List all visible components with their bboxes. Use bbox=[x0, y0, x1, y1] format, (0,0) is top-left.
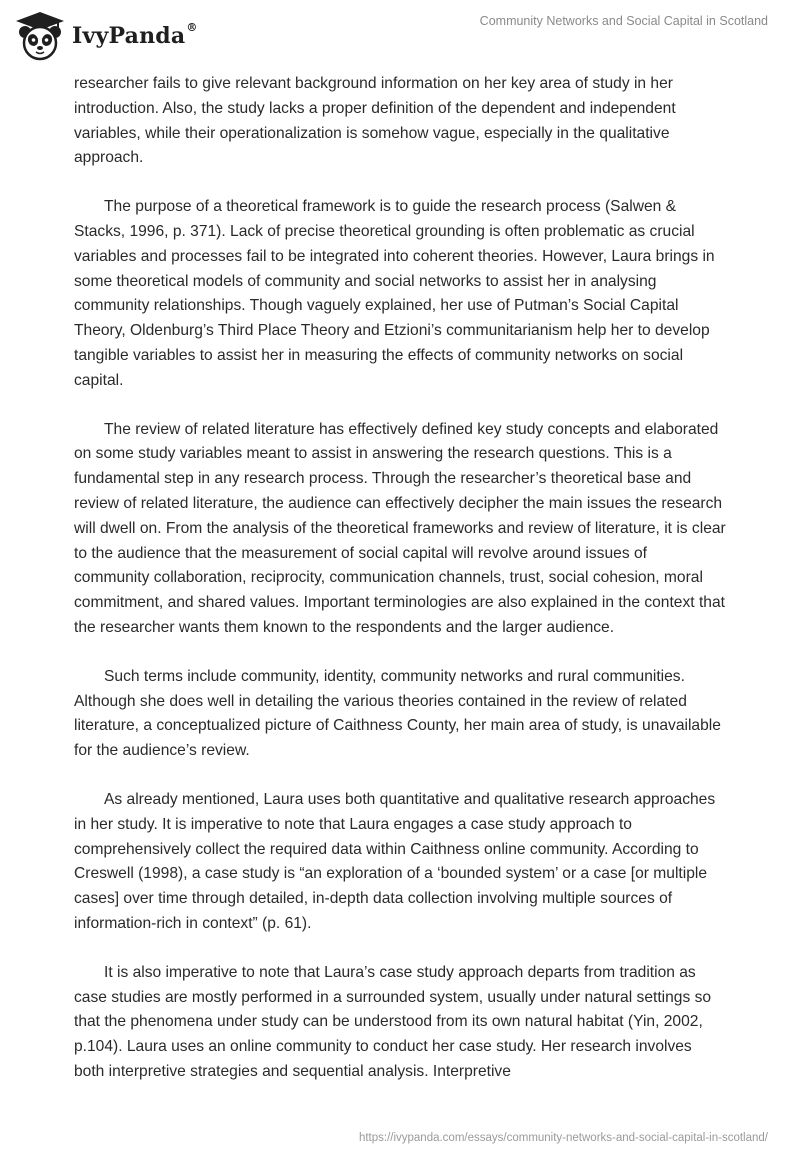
paragraph: The purpose of a theoretical framework is to guide the research process (Salwen & Stacks, 1996, p. 371). Lack of precise theoretical grounding is often problematic as crucial variables and processes fail to be integrated into coherent theories. However, Laura brings in some theoretical models of community and social networks to assist her in analysing community relationships. Though vaguely explained, her use of Putman’s Social Capital Theory, Oldenburg’s Third Place Theory and Etzioni’s communitarianism help her to develop tangible variables to assist her in measuring the effects of community networks on social capital. bbox=[74, 198, 715, 389]
paragraph: As already mentioned, Laura uses both quantitative and qualitative research approaches in her study. It is imperative to note that Laura engages a case study approach to comprehensively collect the required data within Caithness online community. According to Creswell (1998), a case study is “an exploration of a ‘bounded system’ or a case [or multiple cases] over time through detailed, in-depth data collection involving multiple sources of information-rich in context” (p. 61). bbox=[74, 790, 716, 932]
document-title: Community Networks and Social Capital in Scotland bbox=[479, 14, 768, 28]
source-url[interactable]: https://ivypanda.com/essays/community-networks-and-social-capital-in-scotland/ bbox=[358, 1132, 768, 1144]
page-header bbox=[0, 0, 800, 70]
brand-name: IvyPanda® bbox=[72, 21, 198, 49]
brand-logo[interactable] bbox=[12, 8, 198, 64]
panda-graduate-icon bbox=[12, 8, 68, 64]
essay-body bbox=[74, 72, 726, 1109]
paragraph: It is also imperative to note that Laura’s case study approach departs from tradition as case studies are mostly performed in a surrounded system, usually under natural settings so that the phenomena under study can be understood from its own natural habitat (Yin, 2002, p.104). Laura uses an online community to conduct her case study. Her research involves both interpretive strategies and sequential analysis. Interpretive bbox=[74, 963, 712, 1080]
paragraph: The review of related literature has effectively defined key study concepts and elaborated on some study variables meant to assist in answering the research questions. This is a fundamental step in any research process. Through the researcher’s theoretical base and review of related literature, the audience can effectively decipher the main issues the research will dwell on. From the analysis of the theoretical frameworks and review of literature, it is clear to the audience that the measurement of social capital will revolve around issues of community collaboration, reciprocity, communication channels, trust, social cohesion, moral commitment, and shared values. Important terminologies are also explained in the context that the researcher wants them known to the respondents and the larger audience. bbox=[74, 420, 726, 636]
paragraph: Such terms include community, identity, community networks and rural communities. Although she does well in detailing the various theories contained in the review of related literature, a conceptualized picture of Caithness County, her main area of study, is unavailable for the audience’s review. bbox=[74, 667, 721, 760]
paragraph: researcher fails to give relevant background information on her key area of study in her introduction. Also, the study lacks a proper definition of the dependent and independent variables, while their operationalization is somehow vague, especially in the qualitative approach. bbox=[74, 75, 676, 167]
